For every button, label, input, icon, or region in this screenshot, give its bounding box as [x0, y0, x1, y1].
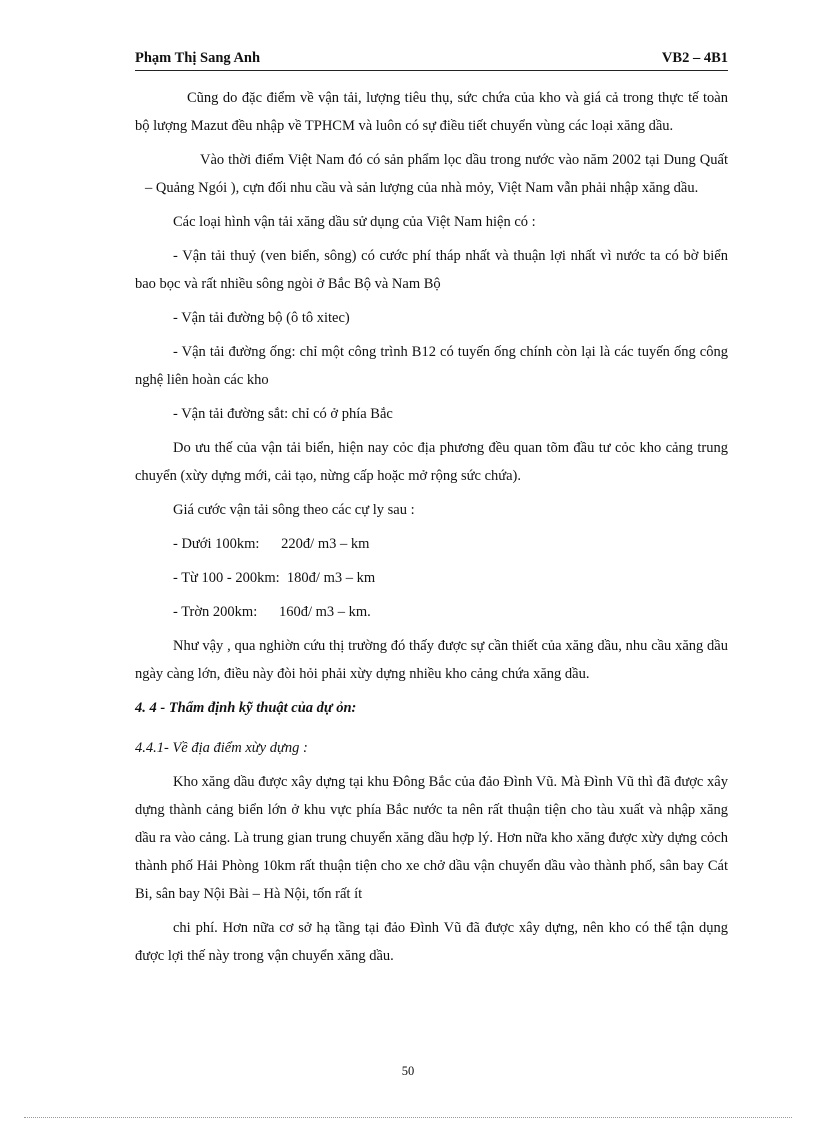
class-code: VB2 – 4B1 [661, 50, 728, 66]
list-item-waterway: - Vận tải thuỷ (ven biển, sông) có cước phí tháp nhất và thuận lợi nhất vì nước ta có bờ biển bao bọc và rất nhiều sông ngòi ở Bắc Bộ và Nam Bộ [135, 248, 728, 292]
paragraph-rate-intro: Giá cước vận tải sông theo các cự ly sau : [173, 502, 415, 518]
paragraph-transport-types-intro: Các loại hình vận tải xăng dầu sử dụng của Việt Nam hiện có : [173, 214, 536, 230]
rate-under-100km: - Dưới 100km: 220đ/ m3 – km [173, 536, 370, 552]
page-bottom-divider [24, 1117, 792, 1118]
page-number: 50 [401, 1064, 415, 1078]
page-header [135, 50, 728, 71]
rate-over-200km: - Trờn 200km: 160đ/ m3 – km. [173, 604, 371, 620]
author-name: Phạm Thị Sang Anh [135, 50, 261, 66]
paragraph-location: Kho xăng dầu được xây dựng tại khu Đông Bắc của đảo Đình Vũ. Mà Đình Vũ thì đã được xây dựng thành cảng biển lớn ở khu vực phía Bắc nước ta nên rất thuận tiện cho tàu xuất và nhập xăng dầu ra vào cảng. Là trung gian trung chuyển xăng dầu hợp lý. Hơn nữa kho xăng được xừy dựng cỏch thành phố Hải Phòng 10km rất thuận tiện cho xe chở dầu vận chuyển dầu vào thành phố, sân bay Cát Bi, sân bay Nội Bài – Hà Nội, tốn rất ít [135, 774, 728, 902]
list-item-road: - Vận tải đường bộ (ô tô xitec) [173, 310, 350, 326]
subsection-heading: 4.4.1- Về địa điểm xừy dựng : [135, 740, 308, 756]
list-item-pipeline: - Vận tải đường ống: chỉ một công trình B12 có tuyến ống chính còn lại là các tuyến ống công nghệ liên hoàn các kho [135, 344, 728, 388]
paragraph-transport-characteristics: Cũng do đặc điểm về vận tải, lượng tiêu thụ, sức chứa của kho và giá cả trong thực tế toàn bộ lượng Mazut đều nhập về TPHCM và luôn có sự điều tiết chuyển vùng các loại xăng dầu. [135, 90, 728, 134]
document-body [135, 84, 728, 976]
section-heading: 4. 4 - Thẩm định kỹ thuật của dự ỏn: [135, 700, 357, 716]
paragraph-conclusion: Như vậy , qua nghiờn cứu thị trường đó thấy được sự cần thiết của xăng dầu, nhu cầu xăng dầu ngày càng lớn, điều này đòi hỏi phải xừy dựng nhiều kho cảng chứa xăng dầu. [135, 638, 728, 682]
list-item-rail: - Vận tải đường sắt: chỉ có ở phía Bắc [173, 406, 393, 422]
rate-100-200km: - Từ 100 - 200km: 180đ/ m3 – km [173, 570, 376, 586]
paragraph-refinery: Vào thời điểm Việt Nam đó có sản phẩm lọc dầu trong nước vào năm 2002 tại Dung Quất – Quảng Ngói ), cựn đối nhu cầu và sản lượng của nhà mỏy, Việt Nam vẫn phải nhập xăng dầu. [145, 152, 728, 196]
paragraph-sea-transport: Do ưu thế của vận tải biển, hiện nay cỏc địa phương đều quan tõm đầu tư cỏc kho cảng trung chuyển (xừy dựng mới, cải tạo, nừng cấp hoặc mở rộng sức chứa). [135, 440, 728, 484]
paragraph-infrastructure: chi phí. Hơn nữa cơ sở hạ tầng tại đảo Đình Vũ đã được xây dựng, nên kho có thể tận dụng được lợi thế này trong vận chuyển xăng dầu. [135, 920, 728, 964]
